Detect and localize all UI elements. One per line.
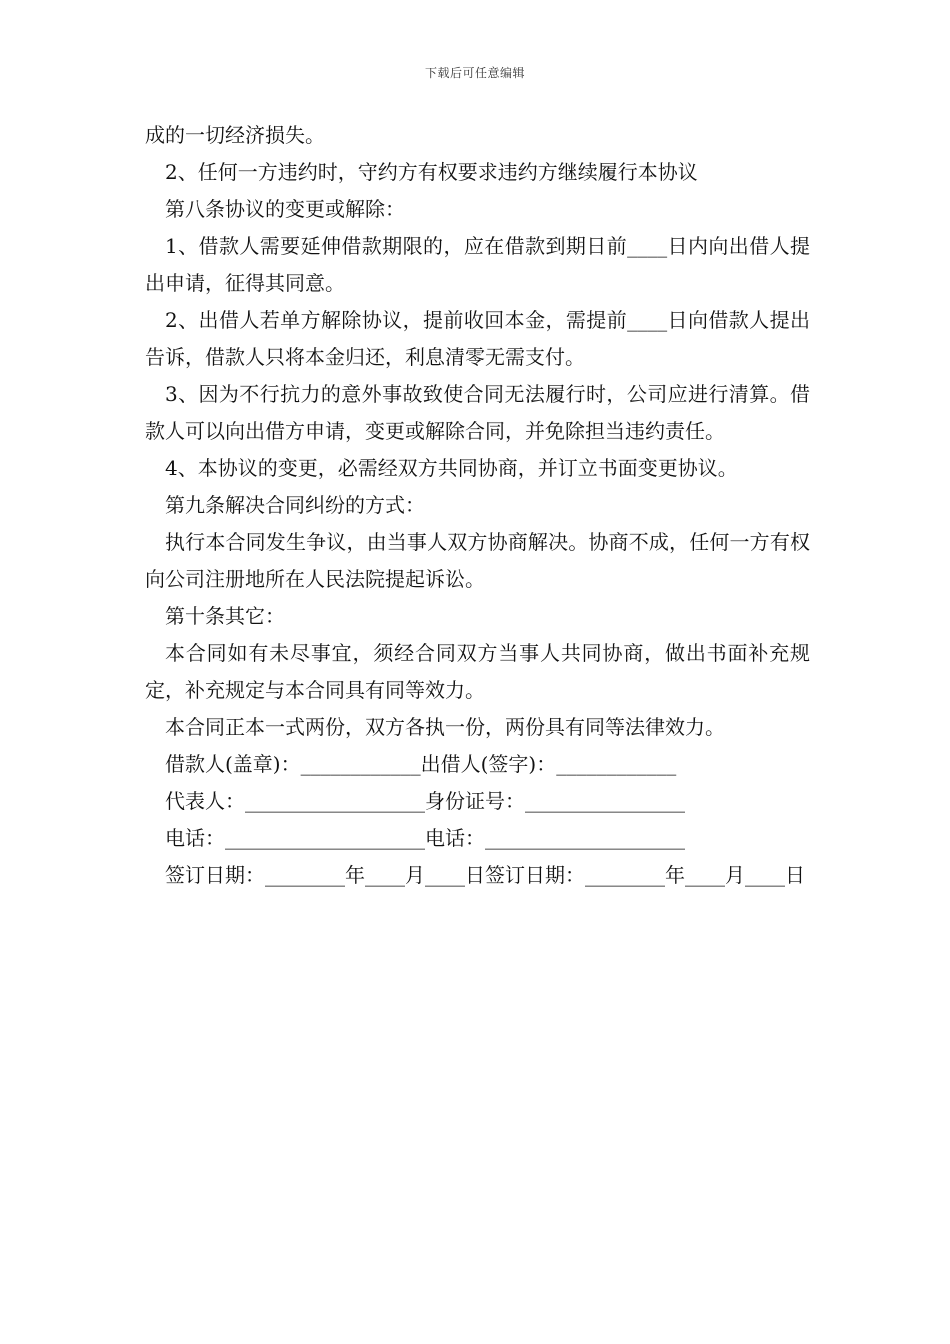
paragraph: 本合同正本一式两份，双方各执一份，两份具有同等法律效力。 (165, 715, 725, 739)
signature-line: 借款人(盖章)：____________出借人(签字)：____________ (165, 752, 677, 776)
document-body (145, 117, 810, 894)
section-heading: 第十条其它： (165, 604, 285, 628)
paragraph: 成的一切经济损失。 (145, 123, 325, 147)
paragraph: 本合同如有未尽事宜，须经合同双方当事人共同协商，做出书面补充规定，补充规定与本合同具有同等效力。 (145, 641, 810, 702)
page-header: 下载后可任意编辑 (424, 66, 525, 80)
paragraph: 2、出借人若单方解除协议，提前收回本金，需提前____日向借款人提出告诉，借款人只将本金归还，利息清零无需支付。 (145, 308, 810, 369)
signature-line: 电话：____________________电话：____________________ (165, 826, 685, 850)
paragraph: 3、因为不行抗力的意外事故致使合同无法履行时，公司应进行清算。借款人可以向出借方申请，变更或解除合同，并免除担当违约责任。 (145, 382, 810, 443)
signature-line: 代表人：__________________身份证号：________________ (165, 789, 685, 813)
paragraph: 执行本合同发生争议，由当事人双方协商解决。协商不成，任何一方有权向公司注册地所在人民法院提起诉讼。 (145, 530, 810, 591)
paragraph: 2、任何一方违约时，守约方有权要求违约方继续履行本协议 (165, 160, 698, 184)
section-heading: 第九条解决合同纠纷的方式： (165, 493, 425, 517)
paragraph: 4、本协议的变更，必需经双方共同协商，并订立书面变更协议。 (165, 456, 738, 480)
section-heading: 第八条协议的变更或解除： (165, 197, 405, 221)
signature-line: 签订日期：________年____月____日签订日期：________年____月____日 (165, 863, 805, 887)
paragraph: 1、借款人需要延伸借款期限的，应在借款到期日前____日内向出借人提出申请，征得其同意。 (145, 234, 810, 295)
